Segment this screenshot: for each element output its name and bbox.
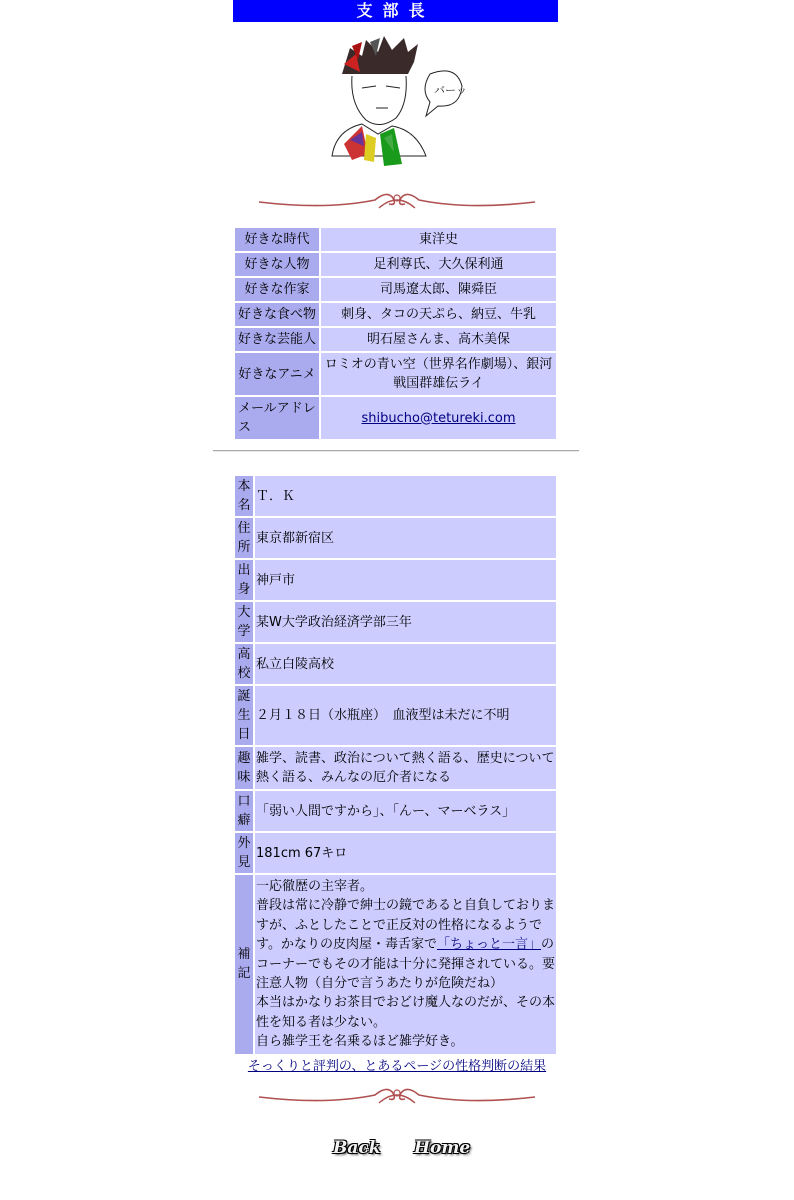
profile-label: 誕生日 [235, 686, 253, 745]
table-row [235, 518, 556, 558]
table-row [235, 353, 556, 395]
profile-value: 神戸市 [255, 560, 556, 600]
table-row [235, 875, 556, 1054]
profile-label: 出身 [235, 560, 253, 600]
table-row [235, 833, 556, 873]
profile-value: 某W大学政治経済学部三年 [255, 602, 556, 642]
profile-value: 雑学、読書、政治について熱く語る、歴史について熱く語る、みんなの厄介者になる [255, 747, 556, 789]
comment-corner-link[interactable]: 「ちょっと一言」 [436, 937, 541, 953]
profile-value: 181cm 67キロ [255, 833, 556, 873]
profile-value: 「弱い人間ですから」、「んー、マーベラス」 [255, 791, 556, 831]
profile-value: Ｔ．Ｋ [255, 476, 556, 516]
favorite-label: 好きな食べ物 [235, 303, 319, 326]
table-row [235, 253, 556, 276]
profile-label [235, 875, 253, 1054]
ornament-divider [257, 188, 537, 214]
favorite-label: 好きなアニメ [235, 353, 319, 395]
table-row [235, 686, 556, 745]
favorite-value: ロミオの青い空（世界名作劇場）、銀河戦国群雄伝ライ [321, 353, 556, 395]
profile-label: 趣味 [235, 747, 253, 789]
favorite-value: 刺身、タコの天ぷら、納豆、牛乳 [321, 303, 556, 326]
favorites-table [233, 226, 558, 441]
table-row [235, 278, 556, 301]
profile-label: 本名 [235, 476, 253, 516]
table-row [235, 560, 556, 600]
profile-label: 住所 [235, 518, 253, 558]
favorite-label: 好きな人物 [235, 253, 319, 276]
profile-table [233, 474, 558, 1056]
speech-text: バーッ [434, 84, 467, 97]
notes-line [256, 896, 555, 993]
table-row [235, 476, 556, 516]
table-row [235, 747, 556, 789]
notes-line: 一応徹歴の主宰者。 [256, 879, 374, 894]
profile-label: 高校 [235, 644, 253, 684]
email-link[interactable]: shibucho@tetureki.com [361, 410, 516, 426]
notes-text: のコーナーでもその才能は十分に発揮されている。要注意人物（自分で言うあたりが危険だね） [256, 937, 556, 992]
ornament-divider [257, 1083, 537, 1109]
notes-line: 自ら雑学王を名乗るほど雑学好き。 [256, 1034, 464, 1050]
table-row [235, 228, 556, 251]
table-row [235, 644, 556, 684]
favorite-value: 明石屋さんま、高木美保 [321, 328, 556, 351]
portrait-sketch [322, 34, 472, 168]
notes-value [255, 875, 556, 1054]
profile-label: 大学 [235, 602, 253, 642]
profile-label: 口癖 [235, 791, 253, 831]
favorite-label: 好きな時代 [235, 228, 319, 251]
table-row [235, 328, 556, 351]
favorite-label: 好きな芸能人 [235, 328, 319, 351]
page-title-banner: 支部長 [233, 0, 558, 22]
favorite-value: 司馬遼太郎、陳舜臣 [321, 278, 556, 301]
personality-result-link[interactable]: そっくりと評判の、とあるページの性格判断の結果 [247, 1059, 547, 1074]
horizontal-divider [213, 450, 579, 452]
favorite-value: 足利尊氏、大久保利通 [321, 253, 556, 276]
notes-line: 本当はかなりお茶目でおどけ魔人なのだが、その本性を知る者は少ない。 [256, 995, 556, 1030]
favorite-label: 好きな作家 [235, 278, 319, 301]
notes-label-text: 補記 [237, 947, 251, 982]
table-row [235, 602, 556, 642]
favorite-label: メールアドレス [235, 397, 319, 439]
profile-value: 東京都新宿区 [255, 518, 556, 558]
result-link-container [0, 1055, 794, 1074]
profile-value: 私立白陵高校 [255, 644, 556, 684]
table-row [235, 397, 556, 439]
back-button[interactable]: Back [333, 1138, 381, 1158]
profile-label: 外見 [235, 833, 253, 873]
table-row [235, 791, 556, 831]
favorite-value: 東洋史 [321, 228, 556, 251]
profile-value: ２月１８日（水瓶座） 血液型は未だに不明 [255, 686, 556, 745]
table-row [235, 303, 556, 326]
home-button[interactable]: Home [414, 1138, 471, 1158]
notes-text: 普段は常に冷静で紳士の鏡であると自負しておりますが、ふとしたことで正反対の性格になるようです。かなりの皮肉屋・毒舌家で [256, 898, 556, 953]
favorite-value [321, 397, 556, 439]
